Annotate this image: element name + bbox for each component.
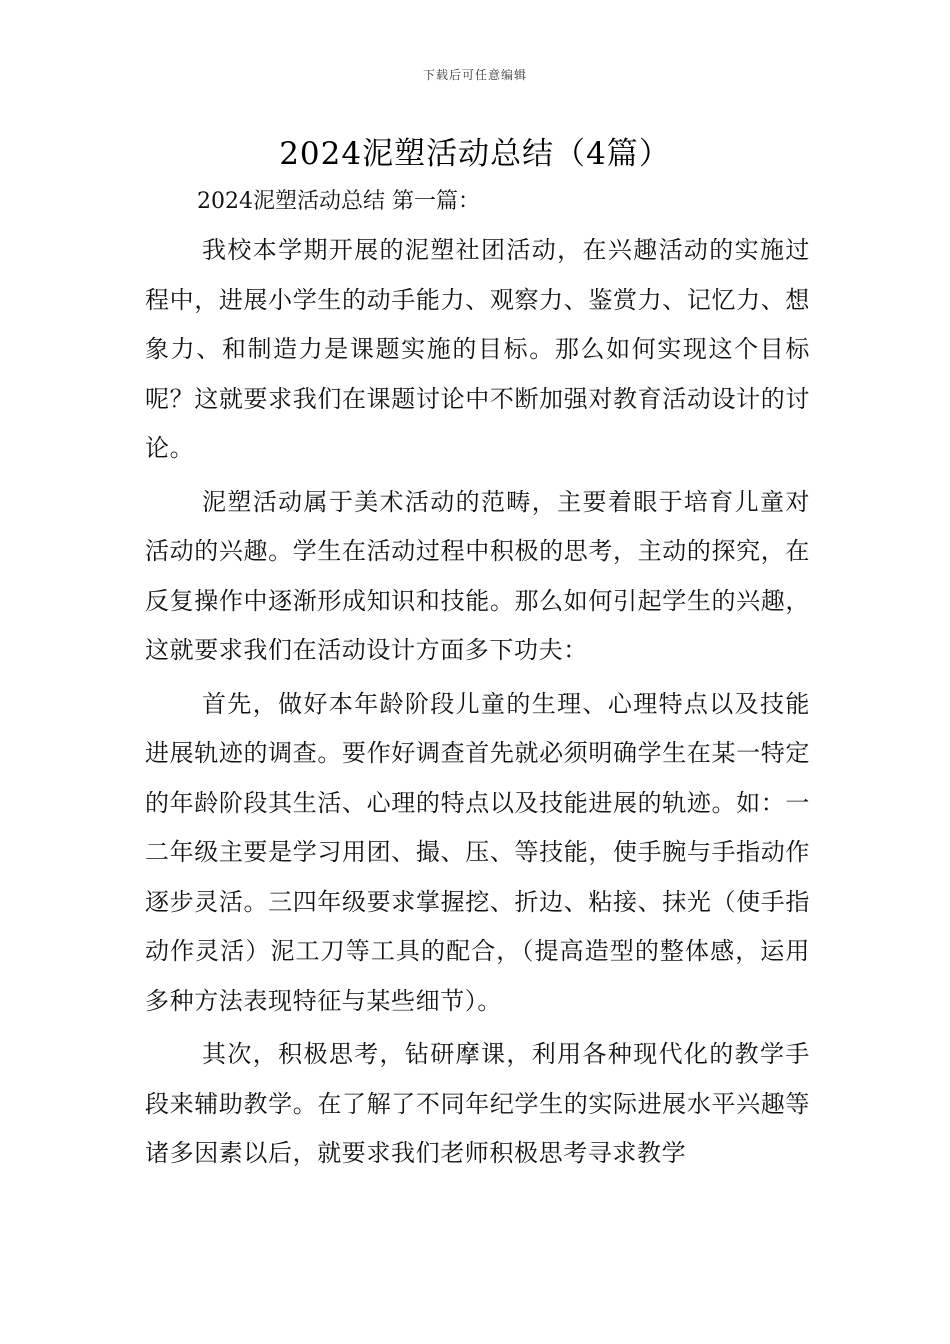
paragraph: 我校本学期开展的泥塑社团活动，在兴趣活动的实施过程中，进展小学生的动手能力、观察力、鉴赏力、记忆力、想象力、和制造力是课题实施的目标。那么如何实现这个目标呢？这就要求我们在课题讨论中不断加强对教育活动设计的讨论。 [145,236,810,462]
header-note: 下载后可任意编辑 [422,68,527,82]
document-title: 2024泥塑活动总结（4篇） [279,136,671,172]
body-text [145,226,810,1183]
paragraph: 泥塑活动属于美术活动的范畴，主要着眼于培育儿童对活动的兴趣。学生在活动过程中积极的思考，主动的探究，在反复操作中逐渐形成知识和技能。那么如何引起学生的兴趣，这就要求我们在活动设计方面多下功夫： [145,487,810,664]
section-subtitle: 2024泥塑活动总结 第一篇： [197,189,480,214]
paragraph: 其次，积极思考，钻研摩课，利用各种现代化的教学手段来辅助教学。在了解了不同年纪学生的实际进展水平兴趣等诸多因素以后，就要求我们老师积极思考寻求教学 [145,1040,810,1167]
paragraph: 首先，做好本年龄阶段儿童的生理、心理特点以及技能进展轨迹的调查。要作好调查首先就必须明确学生在某一特定的年龄阶段其生活、心理的特点以及技能进展的轨迹。如：一二年级主要是学习用团、撮、压、等技能，使手腕与手指动作逐步灵活。三四年级要求掌握挖、折边、粘接、抹光（使手指动作灵活）泥工刀等工具的配合，（提高造型的整体感，运用多种方法表现特征与某些细节）。 [145,689,810,1015]
